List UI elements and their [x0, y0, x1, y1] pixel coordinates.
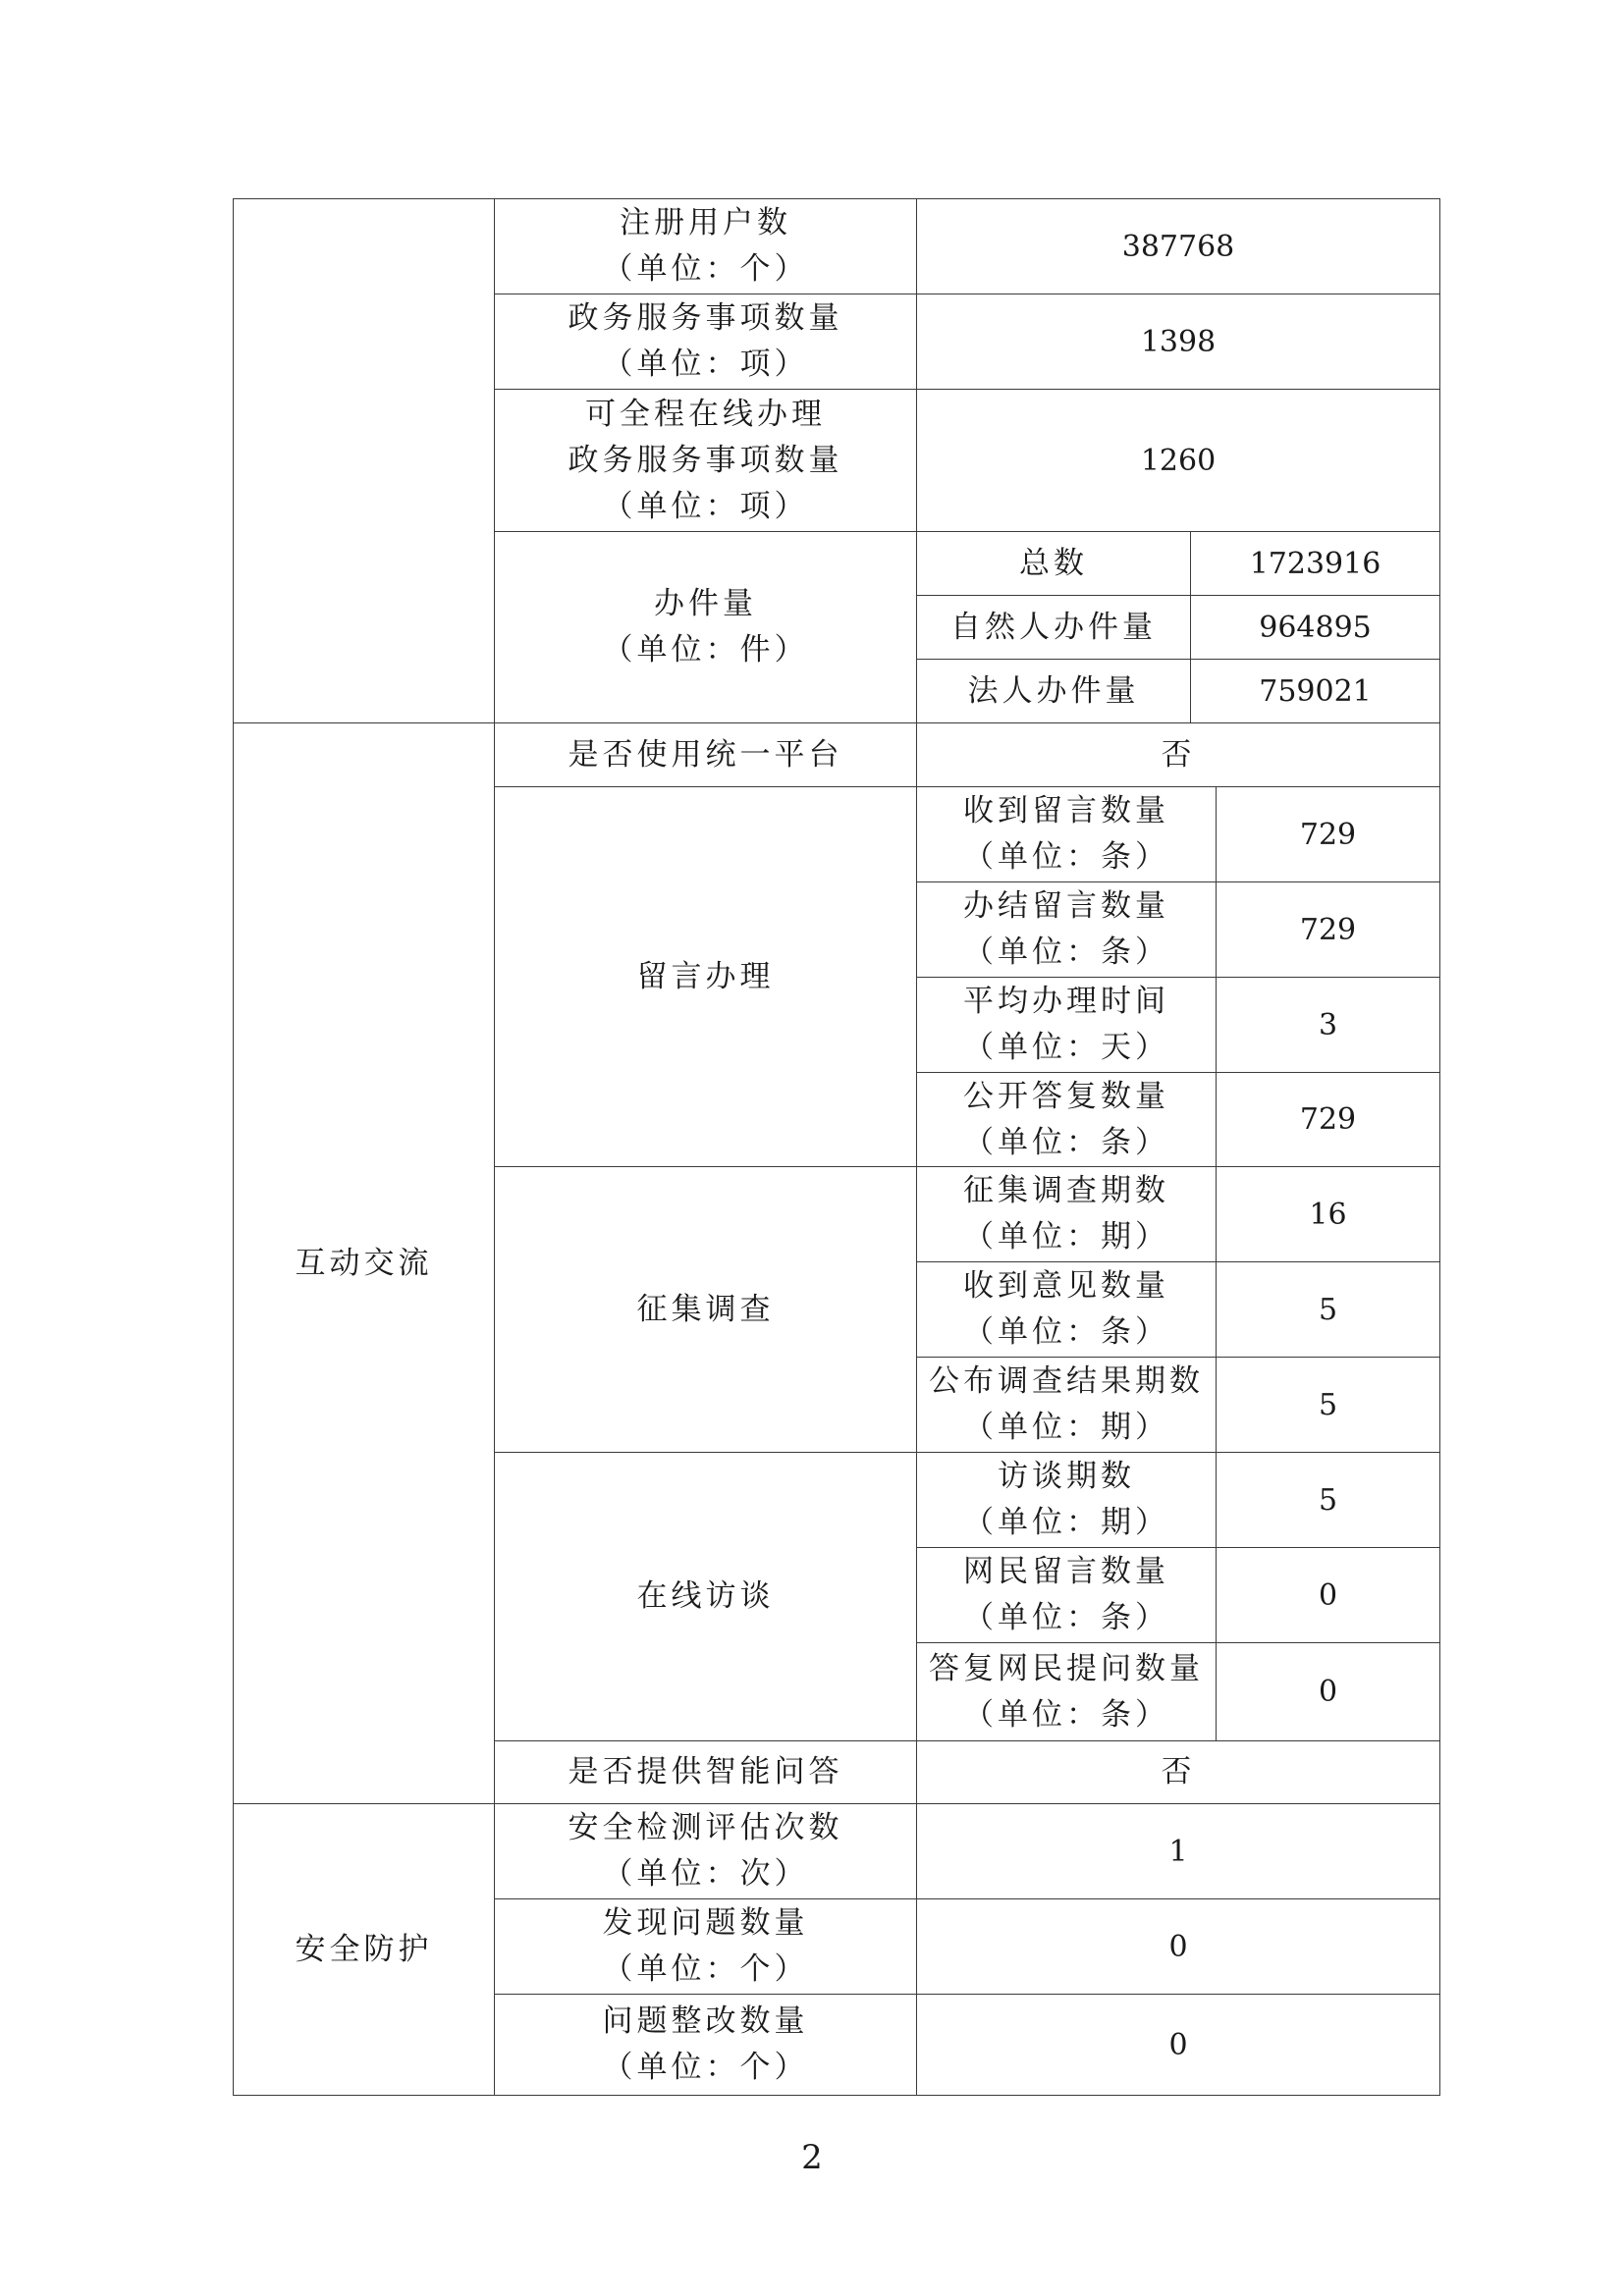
cases-total-number: 1723916	[1249, 546, 1381, 581]
cases-total-text: 总数	[1019, 545, 1088, 581]
unified-platform-text: 是否使用统一平台	[568, 736, 843, 773]
messages-public-number: 729	[1299, 1102, 1357, 1137]
security-fixed-line1: 问题整改数量	[602, 2003, 809, 2039]
survey-results-unit: （单位：期）	[963, 1410, 1169, 1445]
interview-answered-value	[1216, 1642, 1440, 1741]
smart-qa-answer: 否	[1161, 1754, 1196, 1789]
cases-natural-number: 964895	[1259, 610, 1372, 645]
service-items-label-line1: 政务服务事项数量	[568, 300, 843, 336]
cases-legal-value	[1190, 659, 1440, 723]
messages-avgtime-unit: （单位：天）	[963, 1030, 1169, 1065]
security-fixed-unit: （单位：个）	[602, 2050, 809, 2085]
interaction-category-text: 互动交流	[295, 1245, 433, 1281]
cases-total-value	[1190, 531, 1440, 596]
messages-avgtime-number: 3	[1318, 1007, 1338, 1042]
security-checks-number: 1	[1168, 1834, 1188, 1869]
messages-handled-unit: （单位：条）	[963, 934, 1169, 970]
online-items-label	[494, 389, 917, 532]
interview-netizen-label	[916, 1547, 1217, 1643]
cases-legal-number: 759021	[1259, 673, 1372, 709]
category-cell-continued	[233, 198, 495, 723]
smart-qa-value	[916, 1740, 1440, 1804]
messages-avgtime-line1: 平均办理时间	[963, 984, 1169, 1019]
registered-users-value	[916, 198, 1440, 294]
messages-handled-label	[916, 881, 1217, 978]
unified-platform-label	[494, 722, 917, 787]
security-issues-unit: （单位：个）	[602, 1951, 809, 1987]
messages-received-unit: （单位：条）	[963, 839, 1169, 875]
security-category	[233, 1803, 495, 2096]
service-items-number: 1398	[1140, 324, 1217, 359]
security-issues-line1: 发现问题数量	[602, 1905, 809, 1941]
survey-opinions-label	[916, 1261, 1217, 1358]
online-items-number: 1260	[1140, 443, 1217, 478]
security-fixed-label	[494, 1994, 917, 2096]
unified-platform-answer: 否	[1161, 736, 1196, 773]
security-issues-label	[494, 1898, 917, 1995]
survey-opinions-number: 5	[1318, 1292, 1338, 1327]
cases-legal-text: 法人办件量	[967, 672, 1140, 709]
interview-netizen-unit: （单位：条）	[963, 1600, 1169, 1635]
page-number: 2	[801, 2138, 823, 2177]
messages-received-number: 729	[1299, 817, 1357, 852]
interview-netizen-value	[1216, 1547, 1440, 1643]
messages-received-value	[1216, 786, 1440, 882]
service-items-label	[494, 294, 917, 390]
service-items-unit: （单位：项）	[602, 347, 809, 382]
messages-received-label	[916, 786, 1217, 882]
interview-periods-value	[1216, 1452, 1440, 1548]
interaction-category	[233, 722, 495, 1804]
registered-users-unit: （单位：个）	[602, 251, 809, 287]
messages-public-unit: （单位：条）	[963, 1124, 1169, 1160]
messages-handled-line1: 办结留言数量	[963, 888, 1169, 924]
security-fixed-value	[916, 1994, 1440, 2096]
registered-users-label	[494, 198, 917, 294]
interview-answered-number: 0	[1318, 1675, 1338, 1709]
survey-opinions-unit: （单位：条）	[963, 1314, 1169, 1350]
messages-public-line1: 公开答复数量	[963, 1078, 1169, 1114]
interview-label-text: 在线访谈	[636, 1578, 775, 1614]
interview-answered-unit: （单位：条）	[963, 1696, 1169, 1733]
survey-results-line1: 公布调查结果期数	[929, 1363, 1204, 1399]
registered-users-number: 387768	[1121, 229, 1235, 264]
survey-results-value	[1216, 1357, 1440, 1453]
survey-results-label	[916, 1357, 1217, 1453]
security-checks-unit: （单位：次）	[602, 1856, 809, 1892]
cases-total-label	[916, 531, 1191, 596]
survey-periods-unit: （单位：期）	[963, 1219, 1169, 1255]
cases-natural-label	[916, 595, 1191, 660]
survey-label	[494, 1166, 917, 1453]
messages-received-line1: 收到留言数量	[963, 793, 1169, 828]
security-category-text: 安全防护	[295, 1931, 433, 1967]
survey-periods-value	[1216, 1166, 1440, 1262]
security-issues-number: 0	[1168, 1929, 1188, 1964]
messages-handled-value	[1216, 881, 1440, 978]
cases-legal-label	[916, 659, 1191, 723]
smart-qa-text: 是否提供智能问答	[568, 1754, 843, 1789]
survey-results-number: 5	[1318, 1387, 1338, 1422]
service-items-value	[916, 294, 1440, 390]
cases-natural-text: 自然人办件量	[950, 609, 1157, 645]
messages-avgtime-value	[1216, 977, 1440, 1073]
interview-answered-label	[916, 1642, 1217, 1741]
online-items-label-line2: 政务服务事项数量	[568, 442, 843, 478]
cases-natural-value	[1190, 595, 1440, 660]
cases-unit: （单位：件）	[602, 632, 809, 667]
messages-public-label	[916, 1072, 1217, 1167]
cases-label-line1: 办件量	[654, 586, 757, 621]
messages-public-value	[1216, 1072, 1440, 1167]
survey-label-text: 征集调查	[636, 1291, 775, 1327]
survey-periods-number: 16	[1309, 1197, 1347, 1232]
interview-netizen-line1: 网民留言数量	[963, 1554, 1169, 1589]
security-checks-label	[494, 1803, 917, 1899]
survey-periods-line1: 征集调查期数	[963, 1173, 1169, 1208]
registered-users-label-line1: 注册用户数	[620, 205, 791, 240]
survey-opinions-line1: 收到意见数量	[963, 1268, 1169, 1304]
interview-periods-label	[916, 1452, 1217, 1548]
smart-qa-label	[494, 1740, 917, 1804]
security-checks-value	[916, 1803, 1440, 1899]
survey-opinions-value	[1216, 1261, 1440, 1358]
interview-answered-line1: 答复网民提问数量	[929, 1650, 1204, 1686]
interview-periods-number: 5	[1318, 1482, 1338, 1518]
messages-avgtime-label	[916, 977, 1217, 1073]
online-items-value	[916, 389, 1440, 532]
messages-label	[494, 786, 917, 1167]
unified-platform-value	[916, 722, 1440, 787]
interview-periods-line1: 访谈期数	[998, 1459, 1135, 1494]
security-fixed-number: 0	[1168, 2027, 1188, 2062]
interview-periods-unit: （单位：期）	[963, 1505, 1169, 1540]
online-items-unit: （单位：项）	[602, 488, 809, 524]
interview-netizen-number: 0	[1318, 1577, 1338, 1613]
cases-label	[494, 531, 917, 723]
online-items-label-line1: 可全程在线办理	[585, 396, 826, 432]
security-issues-value	[916, 1898, 1440, 1995]
security-checks-line1: 安全检测评估次数	[568, 1810, 843, 1845]
messages-label-text: 留言办理	[636, 958, 775, 994]
survey-periods-label	[916, 1166, 1217, 1262]
messages-handled-number: 729	[1299, 912, 1357, 947]
interview-label	[494, 1452, 917, 1741]
